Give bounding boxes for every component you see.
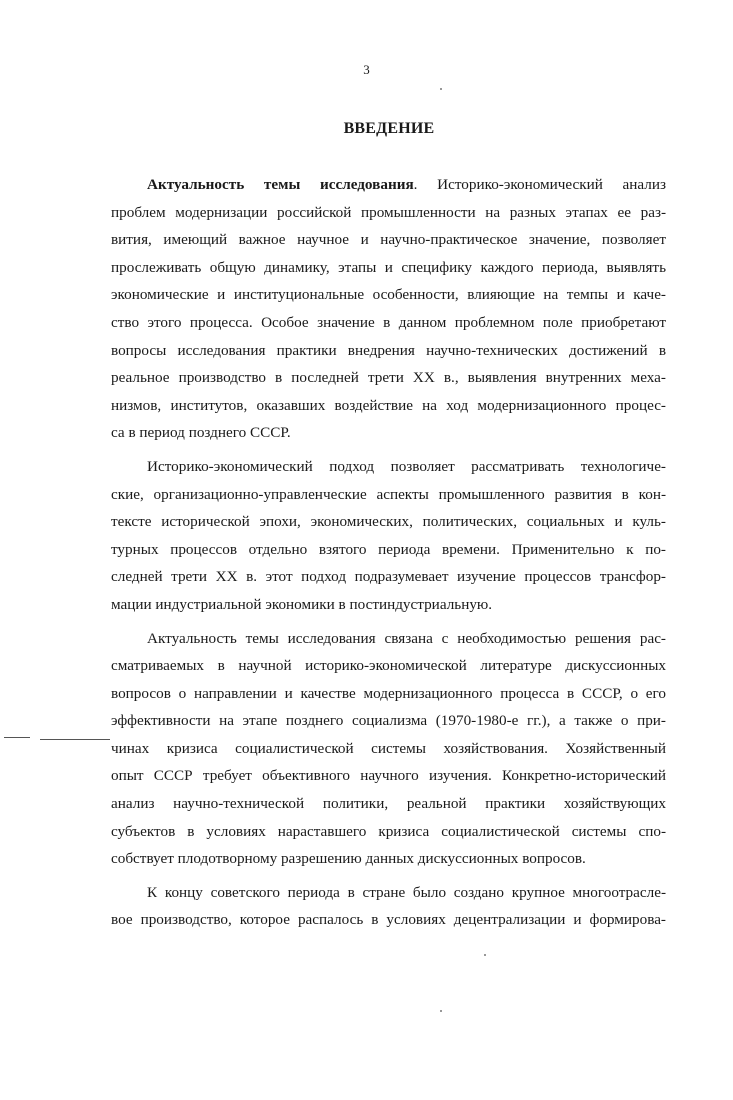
paragraph-line: субъектов в условиях нараставшего кризиса социалистической системы спо- <box>111 822 666 840</box>
paragraph-line: сматриваемых в научной историко-экономической литературе дискуссионных <box>111 657 666 675</box>
paragraph-line: мации индустриальной экономики в постиндустриальную. <box>111 595 493 613</box>
scan-artifact-line <box>40 739 110 740</box>
paragraph-3 <box>111 625 666 873</box>
paragraph-line: экономические и институциональные особенности, влияющие на темпы и каче- <box>111 286 666 304</box>
page-number: 3 <box>363 62 370 77</box>
paragraph-4 <box>111 879 666 934</box>
paragraph-line: ские, организационно-управленческие аспекты промышленного развития в кон- <box>111 485 666 503</box>
paragraph-line: турных процессов отдельно взятого периода времени. Применительно к по- <box>111 540 666 558</box>
paragraph-line: чинах кризиса социалистической системы хозяйствования. Хозяйственный <box>111 739 666 757</box>
paragraph-line: тексте исторической эпохи, экономических, политических, социальных и куль- <box>111 513 666 531</box>
paragraph-line: вопросы исследования практики внедрения научно-технических достижений в <box>111 341 666 359</box>
paragraph-line: вое производство, которое распалось в условиях децентрализации и формирова- <box>111 911 666 929</box>
paragraph-line: Актуальность темы исследования связана с необходимостью решения рас- <box>147 629 666 647</box>
paragraph-line: К концу советского периода в стране было создано крупное многоотрасле- <box>147 883 666 901</box>
lead-continuation: . Историко-экономический анализ <box>413 176 666 193</box>
paragraph-line: опыт СССР требует объективного научного изучения. Конкретно-исторический <box>111 767 666 785</box>
page-heading: ВВЕДЕНИЕ <box>343 120 435 137</box>
paragraph-1 <box>111 171 666 447</box>
paragraph-line: ство этого процесса. Особое значение в данном проблемном поле приобретают <box>111 313 666 331</box>
paragraph-line: эффективности на этапе позднего социализма (1970-1980-е гг.), а также о при- <box>111 712 666 730</box>
paragraph-line: вопросов о направлении и качестве модернизационного процесса в СССР, о его <box>111 684 666 702</box>
scan-artifact-dot <box>440 1010 442 1012</box>
paragraph-line: следней трети XX в. этот подход подразумевает изучение процессов трансфор- <box>111 568 666 586</box>
paragraph-line: Историко-экономический подход позволяет рассматривать технологиче- <box>147 457 666 475</box>
paragraph-line: вития, имеющий важное научное и научно-практическое значение, позволяет <box>111 231 666 249</box>
paragraph-line: са в период позднего СССР. <box>111 424 291 442</box>
paragraph-line: низмов, институтов, оказавших воздействие на ход модернизационного процес- <box>111 396 666 414</box>
scan-artifact-dot <box>440 88 442 90</box>
paragraph-2 <box>111 453 666 619</box>
paragraph-line: собствует плодотворному разрешению данных дискуссионных вопросов. <box>111 850 586 868</box>
paragraph-line: реальное производство в последней трети XX в., выявления внутренних меха- <box>111 369 666 387</box>
body-text <box>111 171 666 940</box>
paragraph-line: прослеживать общую динамику, этапы и специфику каждого периода, выявлять <box>111 258 666 276</box>
lead-term: Актуальность темы исследования <box>147 176 414 193</box>
scan-artifact-dot <box>484 954 486 956</box>
paragraph-line: проблем модернизации российской промышленности на разных этапах ее раз- <box>111 203 666 221</box>
scan-artifact-line <box>4 737 30 738</box>
paragraph-line <box>111 171 666 199</box>
paragraph-line: анализ научно-технической политики, реальной практики хозяйствующих <box>111 795 666 813</box>
